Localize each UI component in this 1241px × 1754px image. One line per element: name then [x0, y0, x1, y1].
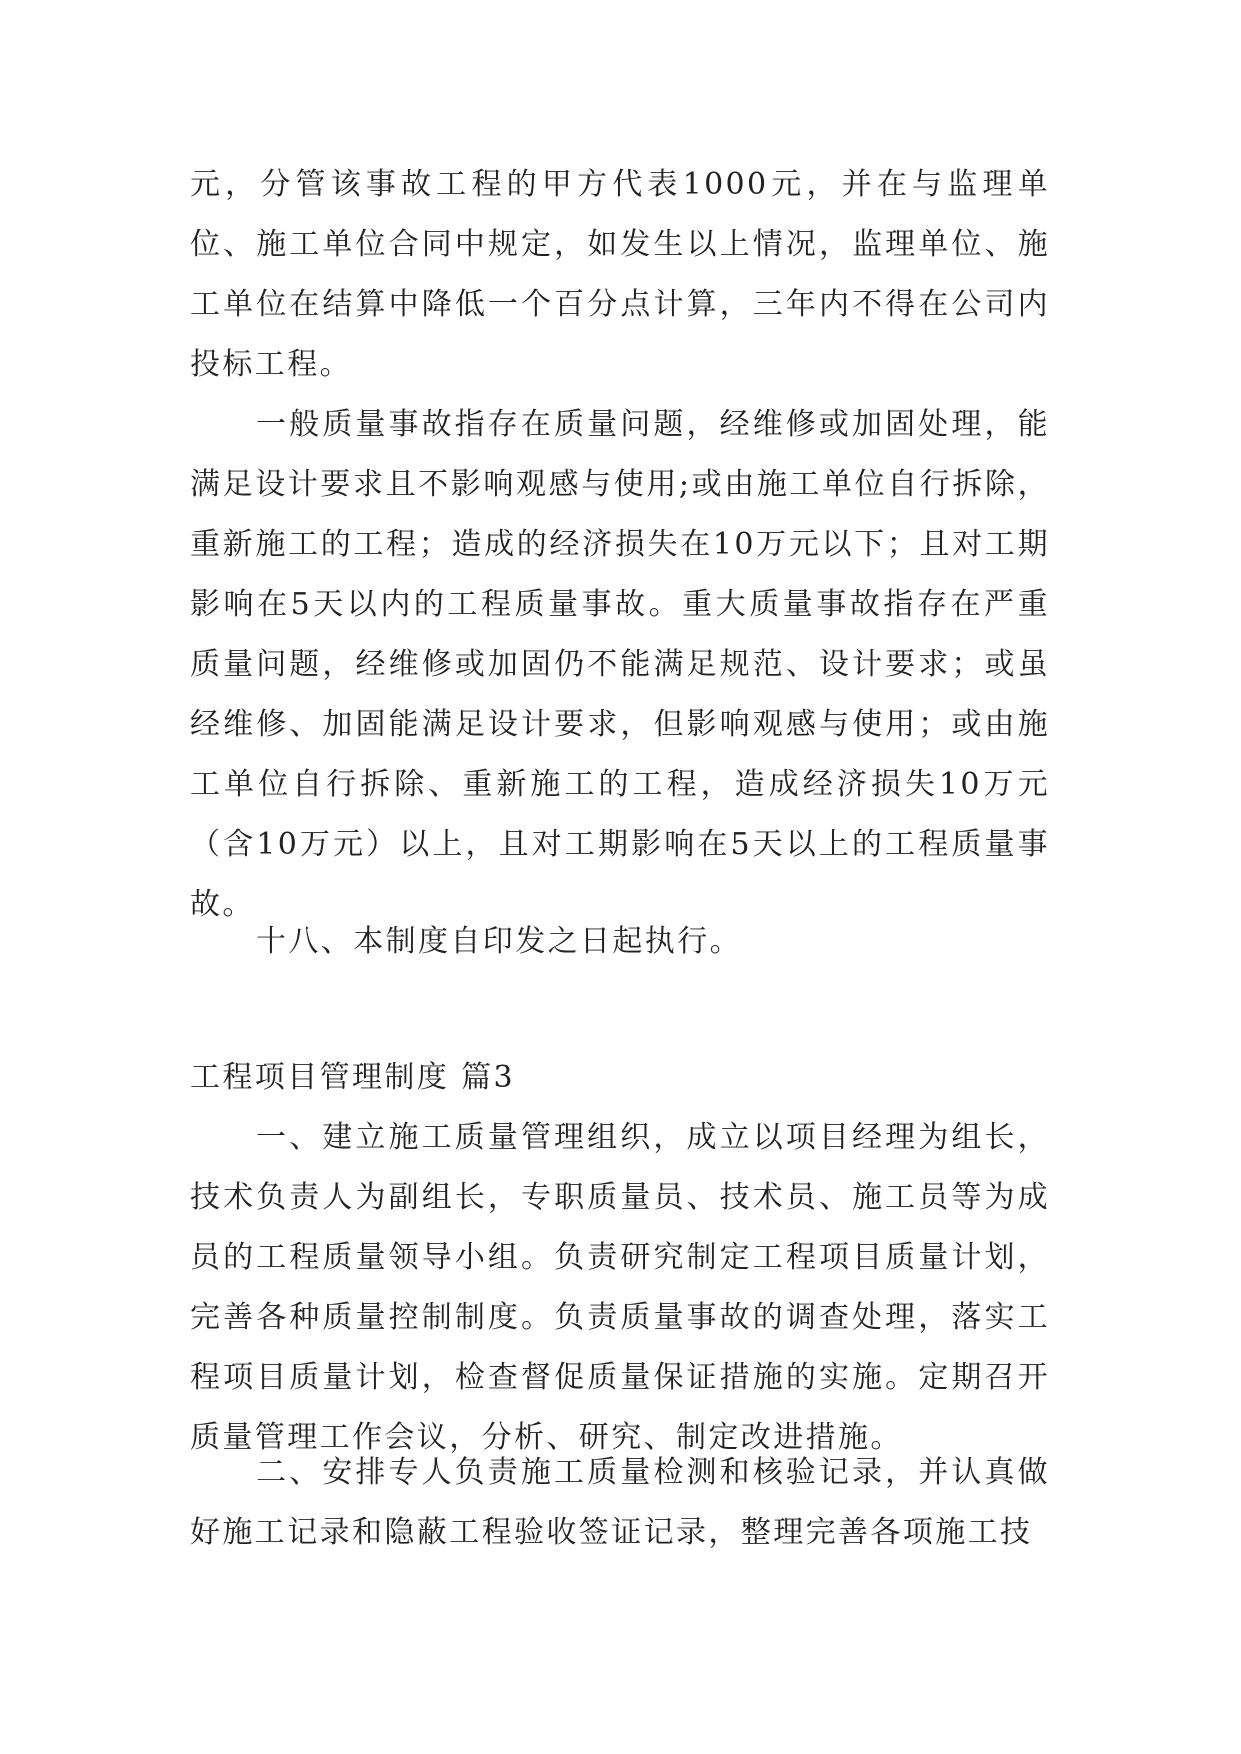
- paragraph-accident-penalty: 元，分管该事故工程的甲方代表1000元，并在与监理单位、施工单位合同中规定，如发生以上情况，监理单位、施工单位在结算中降低一个百分点计算，三年内不得在公司内投标工程。: [190, 167, 1050, 382]
- section-heading: 工程项目管理制度 篇3: [190, 1060, 516, 1095]
- paragraph-quality-organization: 一、建立施工质量管理组织，成立以项目经理为组长，技术负责人为副组长，专职质量员、技术员、施工员等为成员的工程质量领导小组。负责研究制定工程项目质量计划，完善各种质量控制制度。负责质量事故的调查处理，落实工程项目质量计划，检查督促质量保证措施的实施。定期召开质量管理工作会议，分析、研究、制定改进措施。: [190, 1120, 1050, 1455]
- paragraph-effective-date: 十八、本制度自印发之日起执行。: [256, 924, 742, 959]
- paragraph-accident-definitions: 一般质量事故指存在质量问题，经维修或加固处理，能满足设计要求且不影响观感与使用;或由施工单位自行拆除，重新施工的工程；造成的经济损失在10万元以下；且对工期影响在5天以内的工程质量事故。重大质量事故指存在严重质量问题，经维修或加固仍不能满足规范、设计要求；或虽经维修、加固能满足设计要求，但影响观感与使用；或由施工单位自行拆除、重新施工的工程，造成经济损失10万元（含10万元）以上，且对工期影响在5天以上的工程质量事故。: [190, 407, 1050, 922]
- paragraph-quality-inspection: 二、安排专人负责施工质量检测和核验记录，并认真做好施工记录和隐蔽工程验收签证记录，整理完善各项施工技: [190, 1455, 1050, 1550]
